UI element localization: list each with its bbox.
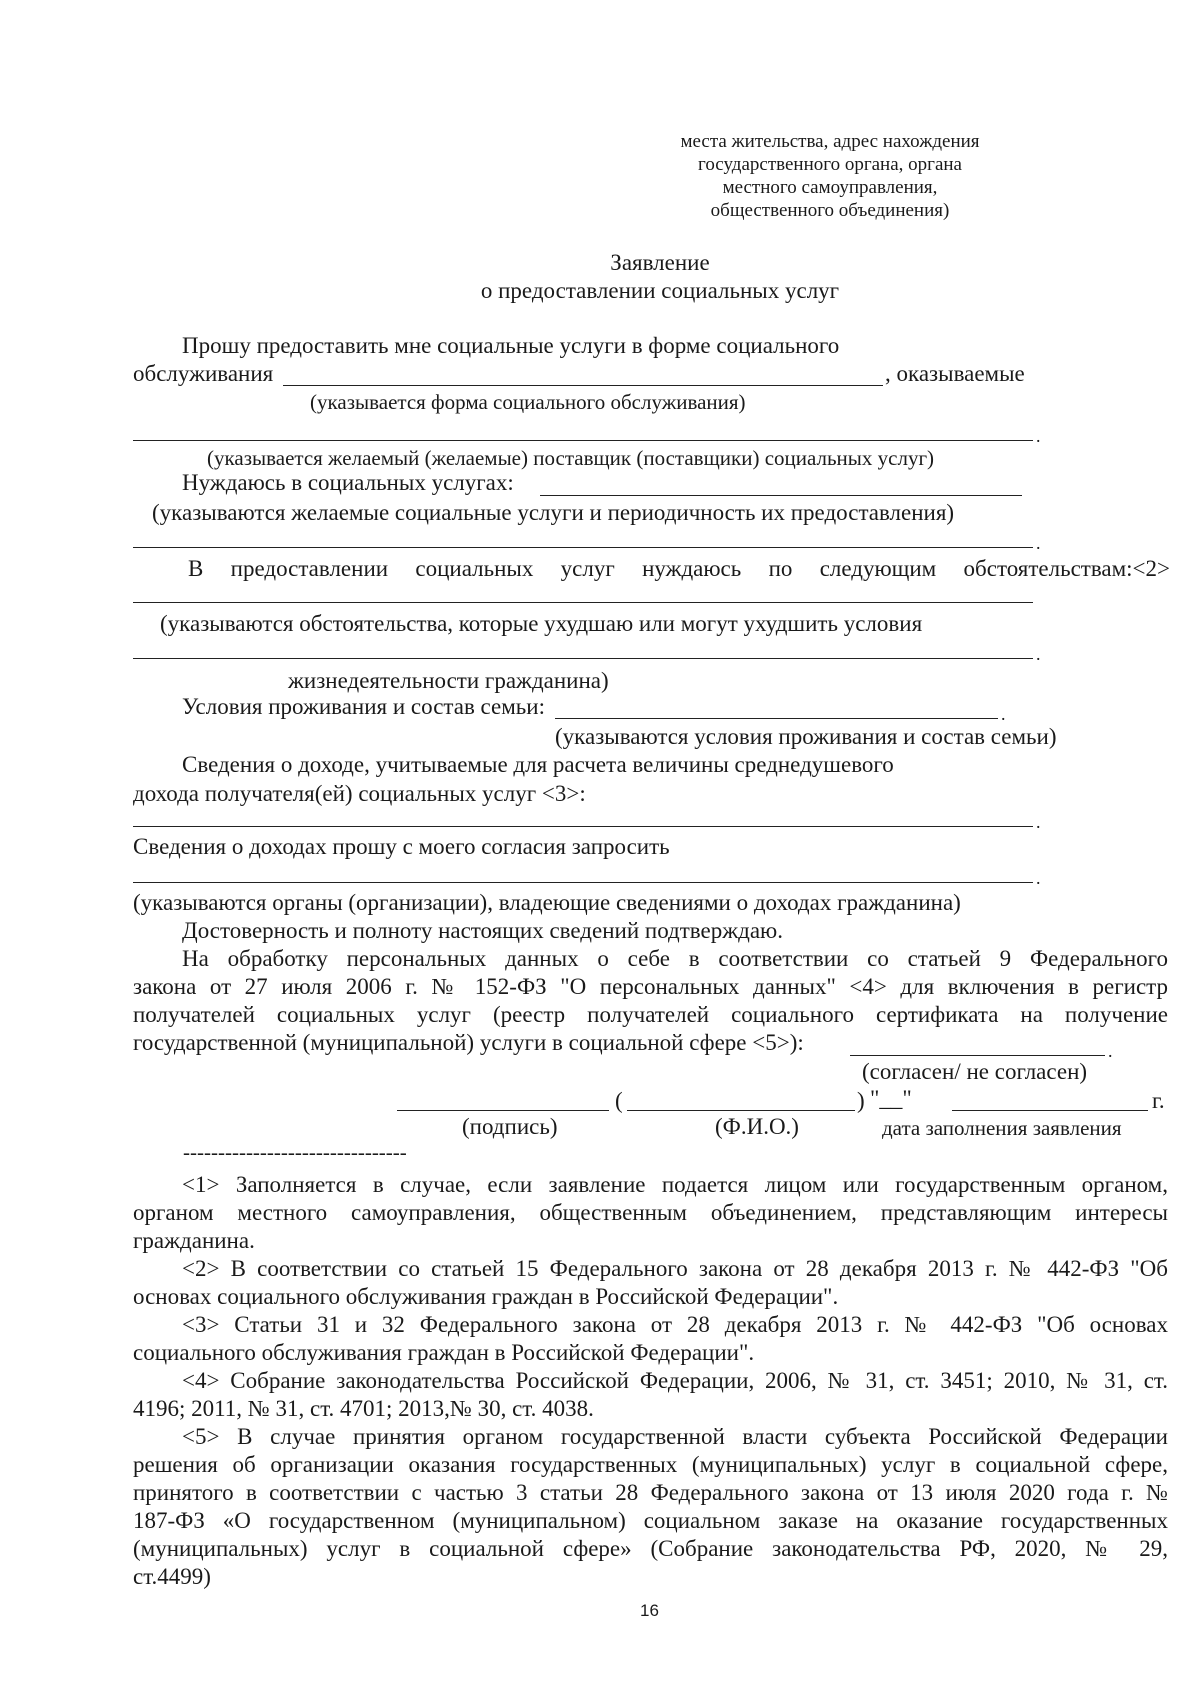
footnote-line: 187-ФЗ «О государственном (муниципальном) социальном заказе на оказание государственных xyxy=(133,1508,1168,1533)
period: . xyxy=(1036,426,1041,446)
consent-line-last: государственной (муниципальной) услуги в социальной сфере <5>): xyxy=(133,1030,804,1055)
header-line: места жительства, адрес нахождения xyxy=(680,131,980,152)
provider-field-line[interactable] xyxy=(133,440,1033,441)
income-request-label: Сведения о доходах прошу с моего согласия запросить xyxy=(133,834,670,859)
page-number: 16 xyxy=(640,1601,659,1620)
consent-line: получателей социальных услуг (реестр получателей социального сертификата на получение xyxy=(133,1002,1168,1027)
footnote-line: решения об организации оказания государственных (муниципальных) услуг в социальной сфере, xyxy=(133,1452,1168,1477)
document-subtitle: о предоставлении социальных услуг xyxy=(480,278,840,303)
form-hint: (указывается форма социального обслуживания) xyxy=(310,390,746,414)
income-label: Сведения о доходе, учитываемые для расчета величины среднедушевого xyxy=(182,752,894,777)
fio-hint: (Ф.И.О.) xyxy=(715,1114,799,1139)
footnote-line: 4196; 2011, № 31, ст. 4701; 2013,№ 30, ст. 4038. xyxy=(133,1396,594,1421)
period: . xyxy=(1001,704,1006,724)
services-hint: (указываются желаемые социальные услуги и периодичность их предоставления) xyxy=(152,500,955,525)
footnote-line: <3> Статьи 31 и 32 Федерального закона от 28 декабря 2013 г. № 442-ФЗ "Об основах xyxy=(182,1312,1168,1337)
header-line: государственного органа, органа xyxy=(698,154,962,175)
date-day-field[interactable]: "__" xyxy=(870,1086,912,1111)
header-line: общественного объединения) xyxy=(710,200,950,221)
footnote-line: <1> Заполняется в случае, если заявление подается лицом или государственным органом, xyxy=(182,1172,1168,1197)
request-line-start: обслуживания xyxy=(133,361,274,386)
request-line: Прошу предоставить мне социальные услуги в форме социального xyxy=(182,333,840,358)
period: . xyxy=(1036,812,1041,832)
confirm-statement: Достоверность и полноту настоящих сведений подтверждаю. xyxy=(182,918,783,943)
period: . xyxy=(1036,868,1041,888)
footnote-line: ст.4499) xyxy=(133,1564,211,1589)
circumstances-hint-2: жизнедеятельности гражданина) xyxy=(288,668,609,693)
header-line: местного самоуправления, xyxy=(722,177,938,198)
request-line-end: , оказываемые xyxy=(885,361,1025,386)
services-field-line[interactable] xyxy=(540,495,1022,496)
circumstances-field-line-2[interactable] xyxy=(133,658,1033,659)
income-field-line[interactable] xyxy=(133,826,1033,827)
circumstances-hint: (указываются обстоятельства, которые ухудшаю или могут ухудшить условия xyxy=(160,611,923,636)
footnote-line: <5> В случае принятия органом государственной власти субъекта Российской Федерации xyxy=(182,1424,1168,1449)
period: . xyxy=(1036,644,1041,664)
footnote-line: <2> В соответствии со статьей 15 Федерального закона от 28 декабря 2013 г. № 442-ФЗ "Об xyxy=(182,1256,1168,1281)
fio-field-line[interactable] xyxy=(627,1110,855,1111)
separator: -------------------------------- xyxy=(183,1140,407,1164)
consent-line: На обработку персональных данных о себе в соответствии со статьей 9 Федерального xyxy=(182,946,1168,971)
signature-hint: (подпись) xyxy=(462,1114,558,1139)
form-field-line[interactable] xyxy=(283,385,883,386)
footnote-line: органом местного самоуправления, общественным объединением, представляющим интересы xyxy=(133,1200,1168,1225)
circumstances-field-line[interactable] xyxy=(133,602,1033,603)
period: . xyxy=(1036,533,1041,553)
consent-line: закона от 27 июля 2006 г. № 152-ФЗ "О персональных данных" <4> для включения в регистр xyxy=(133,974,1168,999)
living-field-line[interactable] xyxy=(555,718,998,719)
footnote-line: принятого в соответствии с частью 3 статьи 28 Федерального закона от 13 июля 2020 года г. № xyxy=(133,1480,1168,1505)
date-hint: дата заполнения заявления xyxy=(882,1116,1122,1140)
addressee-hint xyxy=(660,130,1000,222)
consent-hint: (согласен/ не согласен) xyxy=(862,1059,1088,1084)
date-field-line[interactable] xyxy=(952,1110,1148,1111)
document-title: Заявление xyxy=(610,250,710,275)
period: . xyxy=(1108,1041,1113,1061)
footnote-line: (муниципальных) услуг в социальной сфере» (Собрание законодательства РФ, 2020, № 29, xyxy=(133,1536,1168,1561)
footnote-line: основах социального обслуживания граждан в Российской Федерации". xyxy=(133,1284,839,1309)
consent-field-line[interactable] xyxy=(850,1055,1105,1056)
signature-field-line[interactable] xyxy=(397,1110,609,1111)
services-field-line-2[interactable] xyxy=(133,547,1033,548)
need-services-label: Нуждаюсь в социальных услугах: xyxy=(182,470,514,495)
year-suffix: г. xyxy=(1152,1088,1165,1113)
income-organs-hint: (указываются органы (организации), владеющие сведениями о доходах гражданина) xyxy=(133,890,961,915)
income-label-2: дохода получателя(ей) социальных услуг <3>: xyxy=(133,781,586,806)
living-conditions-label: Условия проживания и состав семьи: xyxy=(182,694,545,719)
footnote-line: социального обслуживания граждан в Российской Федерации". xyxy=(133,1340,755,1365)
income-organs-field-line[interactable] xyxy=(133,882,1033,883)
provider-hint: (указывается желаемый (желаемые) поставщик (поставщики) социальных услуг) xyxy=(207,446,935,470)
paren-close: ) xyxy=(857,1088,865,1113)
paren-open: ( xyxy=(615,1088,623,1113)
footnote-line: гражданина. xyxy=(133,1228,255,1253)
living-hint: (указываются условия проживания и состав семьи) xyxy=(555,724,1057,749)
footnote-line: <4> Собрание законодательства Российской Федерации, 2006, № 31, ст. 3451; 2010, № 31, ст. xyxy=(182,1368,1168,1393)
circumstances-label: В предоставлении социальных услуг нуждаюсь по следующим обстоятельствам:<2> xyxy=(188,556,1170,581)
